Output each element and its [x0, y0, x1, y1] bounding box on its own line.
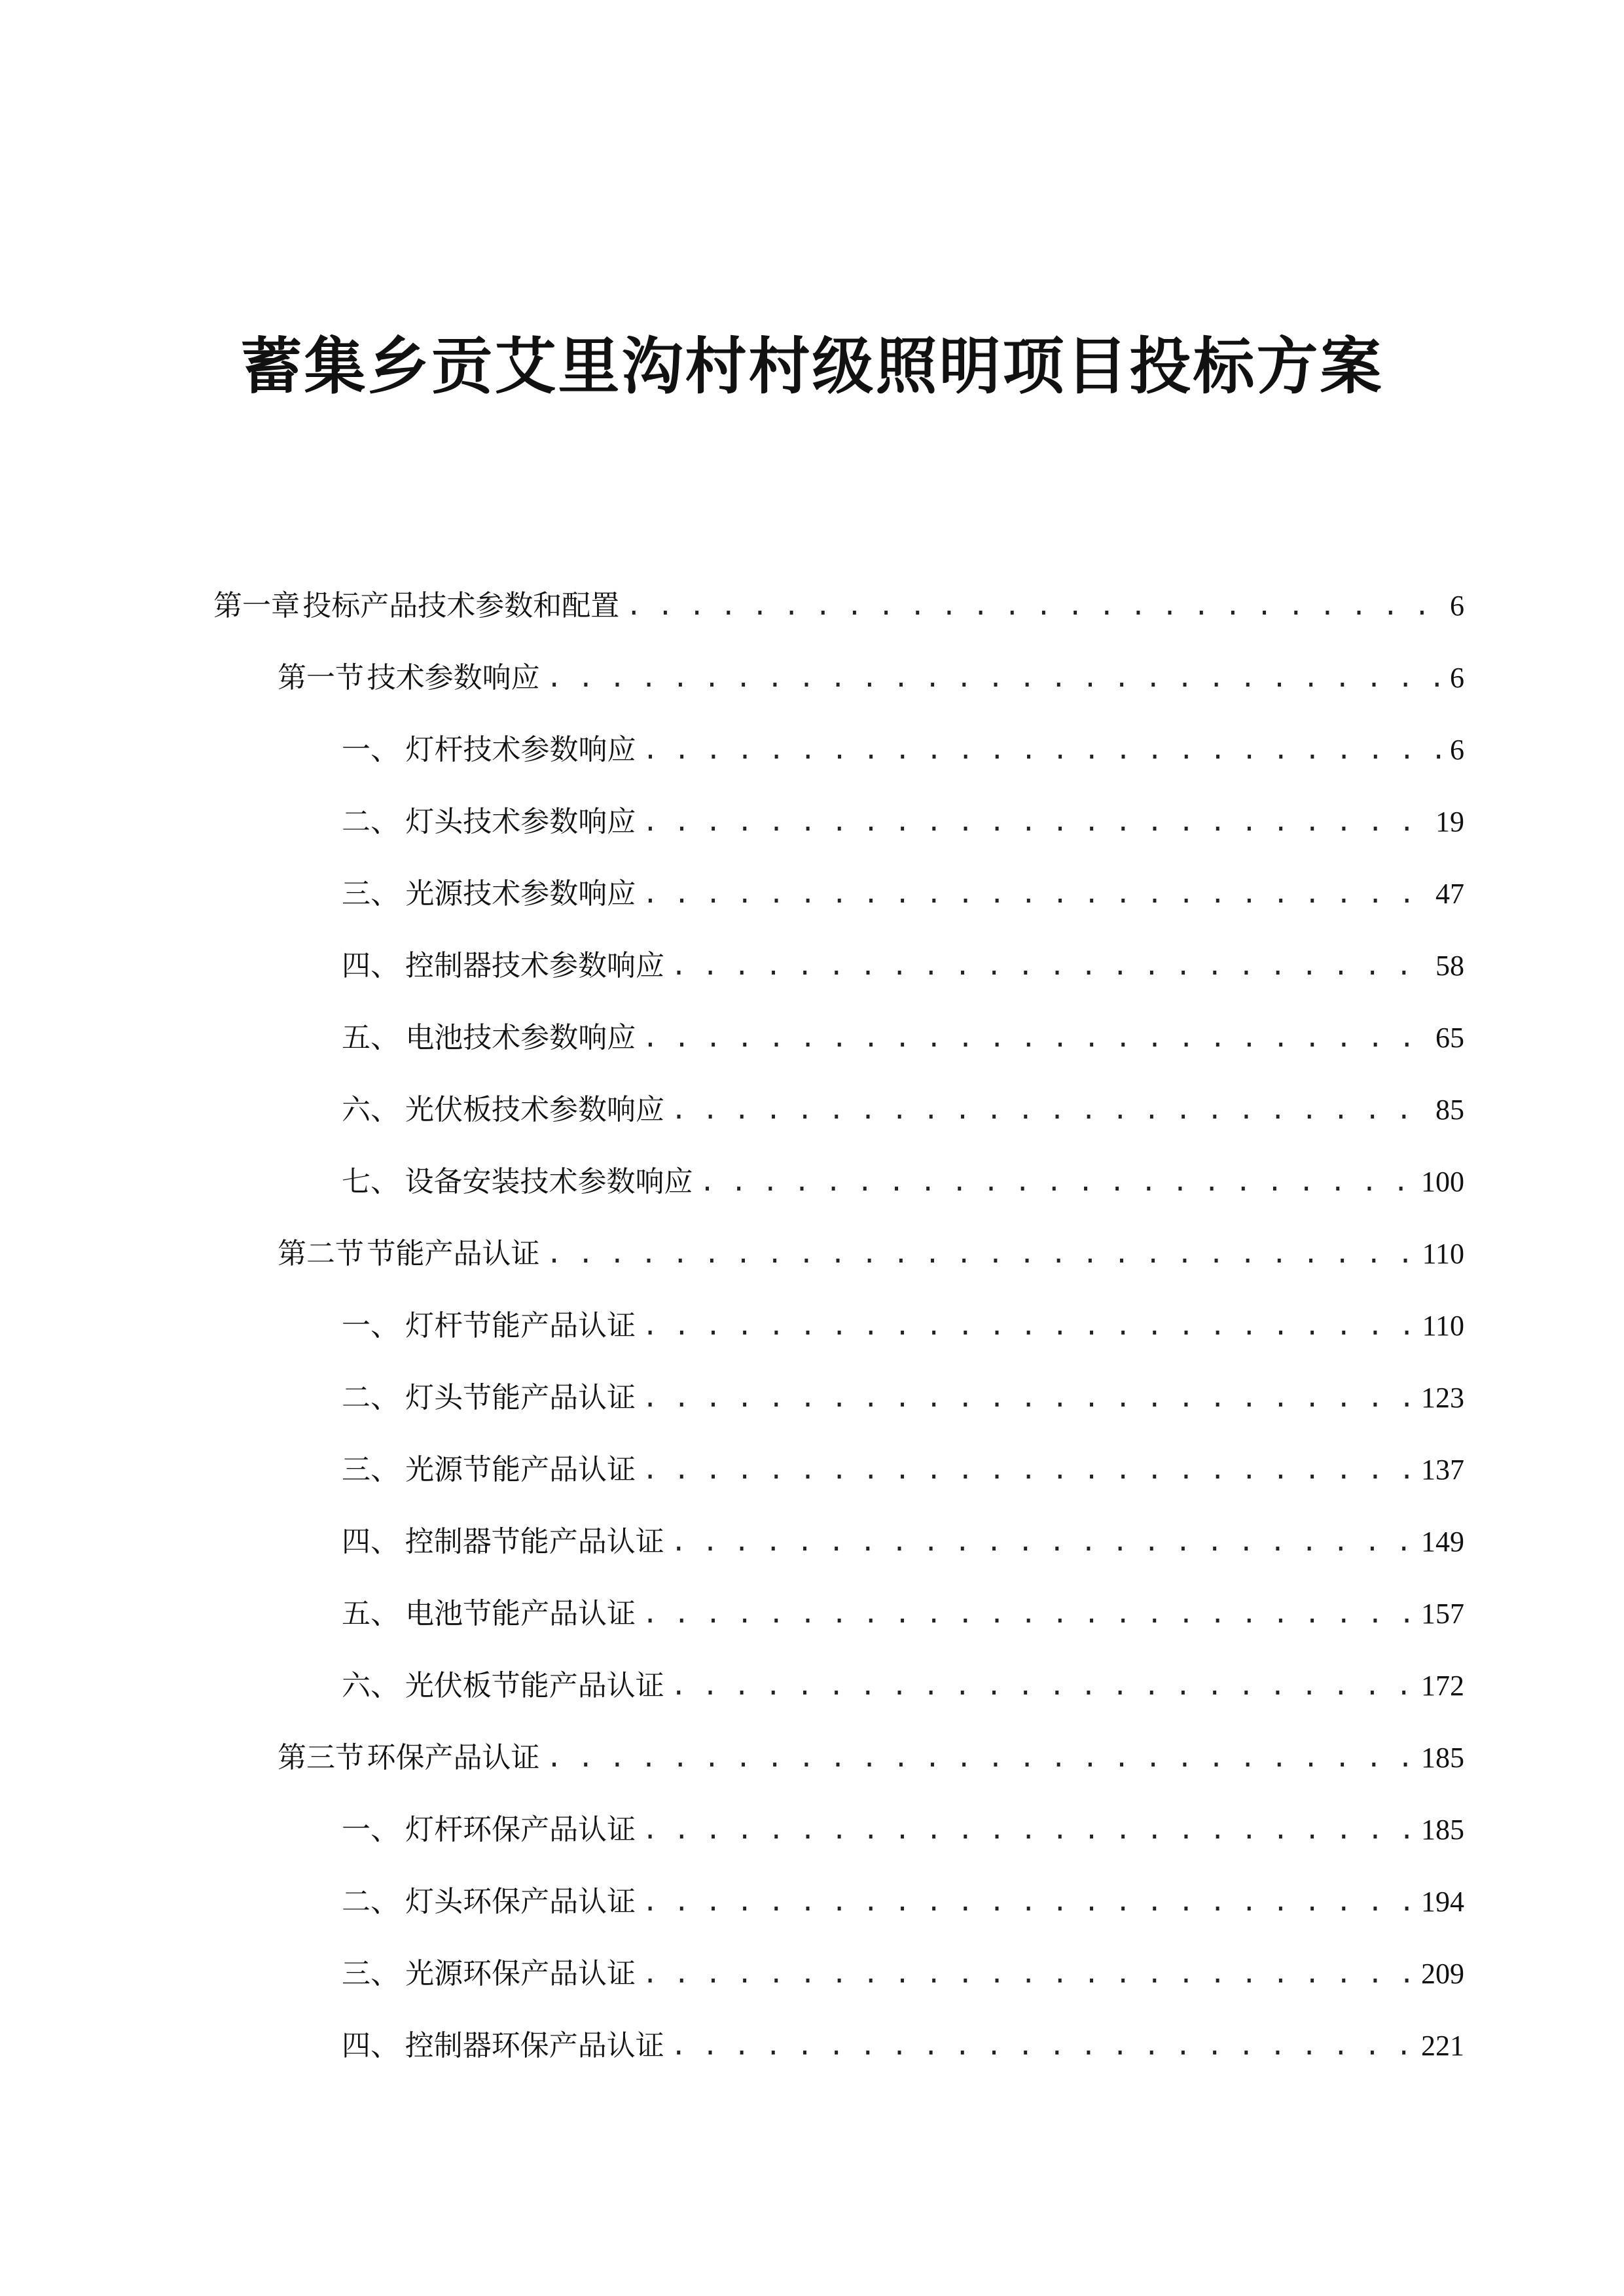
toc-entry-title: 灯头技术参数响应 [405, 805, 636, 838]
toc-entry[interactable] [342, 1588, 1464, 1640]
toc-entry-page: 6 [1450, 662, 1464, 694]
toc-entry-title: 光源技术参数响应 [405, 877, 636, 910]
toc-entry-number: 四、 [342, 1525, 399, 1558]
toc-entry[interactable] [342, 2020, 1464, 2072]
toc-entry-number: 二、 [342, 1885, 399, 1918]
toc-dot-leader [671, 1516, 1412, 1568]
toc-entry-title: 控制器节能产品认证 [405, 1525, 664, 1558]
toc-dot-leader [642, 796, 1426, 848]
toc-entry-page: 185 [1421, 1814, 1464, 1846]
toc-dot-leader [642, 1372, 1412, 1424]
toc-entry[interactable] [342, 1516, 1464, 1568]
toc-dot-leader [699, 1156, 1412, 1208]
toc-entry-page: 172 [1421, 1670, 1464, 1702]
toc-entry-number: 三、 [342, 1957, 399, 1990]
toc-entry[interactable] [213, 580, 1464, 632]
toc-entry-number: 五、 [342, 1021, 399, 1054]
toc-entry-title: 技术参数响应 [367, 661, 540, 694]
toc-entry-title: 控制器技术参数响应 [405, 949, 664, 982]
toc-dot-leader [642, 1876, 1412, 1928]
toc-entry-number: 第一章 [213, 589, 300, 622]
toc-entry[interactable] [342, 1012, 1464, 1064]
toc-entry-page: 19 [1435, 806, 1464, 838]
toc-entry[interactable] [342, 1948, 1464, 2000]
toc-entry-page: 6 [1450, 734, 1464, 766]
toc-entry-number: 一、 [342, 1309, 399, 1342]
toc-entry-page: 110 [1422, 1238, 1464, 1270]
toc-dot-leader [547, 1228, 1413, 1280]
toc-dot-leader [547, 1732, 1412, 1784]
toc-entry-title: 节能产品认证 [367, 1237, 540, 1270]
toc-entry-number: 五、 [342, 1597, 399, 1630]
toc-dot-leader [642, 724, 1441, 776]
toc-entry-title: 灯杆环保产品认证 [405, 1813, 636, 1846]
toc-entry-page: 85 [1435, 1094, 1464, 1126]
toc-dot-leader [642, 868, 1426, 920]
toc-entry[interactable] [342, 1084, 1464, 1136]
toc-entry[interactable] [342, 1156, 1464, 1208]
toc-entry-number: 第一节 [278, 661, 364, 694]
toc-dot-leader [642, 1012, 1426, 1064]
toc-entry-number: 一、 [342, 1813, 399, 1846]
toc-entry[interactable] [342, 1804, 1464, 1856]
toc-entry-page: 6 [1450, 590, 1464, 622]
toc-entry-title: 电池技术参数响应 [405, 1021, 636, 1054]
toc-dot-leader [671, 1660, 1412, 1712]
toc-entry[interactable] [342, 1660, 1464, 1712]
toc-entry-title: 电池节能产品认证 [405, 1597, 636, 1630]
toc-dot-leader [642, 1444, 1412, 1496]
toc-entry[interactable] [342, 868, 1464, 920]
toc-entry-page: 185 [1421, 1742, 1464, 1774]
toc-entry[interactable] [342, 724, 1464, 776]
toc-entry[interactable] [342, 1444, 1464, 1496]
document-title: 蓄集乡贡艾里沟村村级照明项目投标方案 [240, 331, 1384, 403]
toc-entry-title: 光源环保产品认证 [405, 1957, 636, 1990]
toc-entry-number: 第二节 [278, 1237, 364, 1270]
toc-entry[interactable] [342, 1300, 1464, 1352]
toc-entry-number: 第三节 [278, 1741, 364, 1774]
toc-entry-title: 投标产品技术参数和配置 [302, 589, 620, 622]
toc-entry-title: 灯杆节能产品认证 [405, 1309, 636, 1342]
toc-entry[interactable] [342, 1372, 1464, 1424]
toc-entry-page: 110 [1422, 1310, 1464, 1342]
toc-dot-leader [642, 1948, 1412, 2000]
toc-entry-page: 58 [1435, 950, 1464, 982]
toc-entry-title: 光伏板技术参数响应 [405, 1093, 664, 1126]
toc-entry-number: 四、 [342, 949, 399, 982]
toc-entry-page: 123 [1421, 1382, 1464, 1414]
toc-entry-number: 三、 [342, 1453, 399, 1486]
toc-entry[interactable] [342, 940, 1464, 992]
toc-entry-title: 灯头环保产品认证 [405, 1885, 636, 1918]
toc-entry[interactable] [342, 796, 1464, 848]
toc-entry-page: 65 [1435, 1022, 1464, 1054]
toc-entry-page: 47 [1435, 878, 1464, 910]
toc-dot-leader [671, 940, 1426, 992]
toc-dot-leader [671, 2020, 1412, 2072]
toc-entry-page: 100 [1421, 1166, 1464, 1198]
toc-entry-number: 二、 [342, 805, 399, 838]
toc-entry-title: 灯头节能产品认证 [405, 1381, 636, 1414]
toc-entry[interactable] [278, 652, 1464, 704]
toc-dot-leader [642, 1588, 1412, 1640]
toc-dot-leader [642, 1804, 1412, 1856]
toc-dot-leader [547, 652, 1441, 704]
toc-entry-number: 六、 [342, 1669, 399, 1702]
toc-dot-leader [642, 1300, 1413, 1352]
toc-entry-title: 设备安装技术参数响应 [405, 1165, 693, 1198]
toc-dot-leader [626, 580, 1441, 632]
toc-entry-page: 137 [1421, 1454, 1464, 1486]
toc-entry-number: 四、 [342, 2029, 399, 2062]
toc-entry-number: 七、 [342, 1165, 399, 1198]
toc-entry-page: 221 [1421, 2030, 1464, 2062]
toc-entry-number: 一、 [342, 733, 399, 766]
toc-entry-page: 209 [1421, 1958, 1464, 1990]
toc-entry-number: 三、 [342, 877, 399, 910]
toc-entry-number: 六、 [342, 1093, 399, 1126]
toc-entry-title: 环保产品认证 [367, 1741, 540, 1774]
toc-entry-title: 灯杆技术参数响应 [405, 733, 636, 766]
toc-entry-title: 控制器环保产品认证 [405, 2029, 664, 2062]
toc-entry[interactable] [278, 1228, 1464, 1280]
toc-entry-page: 194 [1421, 1886, 1464, 1918]
toc-entry[interactable] [278, 1732, 1464, 1784]
toc-entry-title: 光源节能产品认证 [405, 1453, 636, 1486]
toc-entry-title: 光伏板节能产品认证 [405, 1669, 664, 1702]
toc-entry-number: 二、 [342, 1381, 399, 1414]
toc-entry-page: 157 [1421, 1598, 1464, 1630]
toc-dot-leader [671, 1084, 1426, 1136]
toc-entry[interactable] [342, 1876, 1464, 1928]
toc-entry-page: 149 [1421, 1526, 1464, 1558]
